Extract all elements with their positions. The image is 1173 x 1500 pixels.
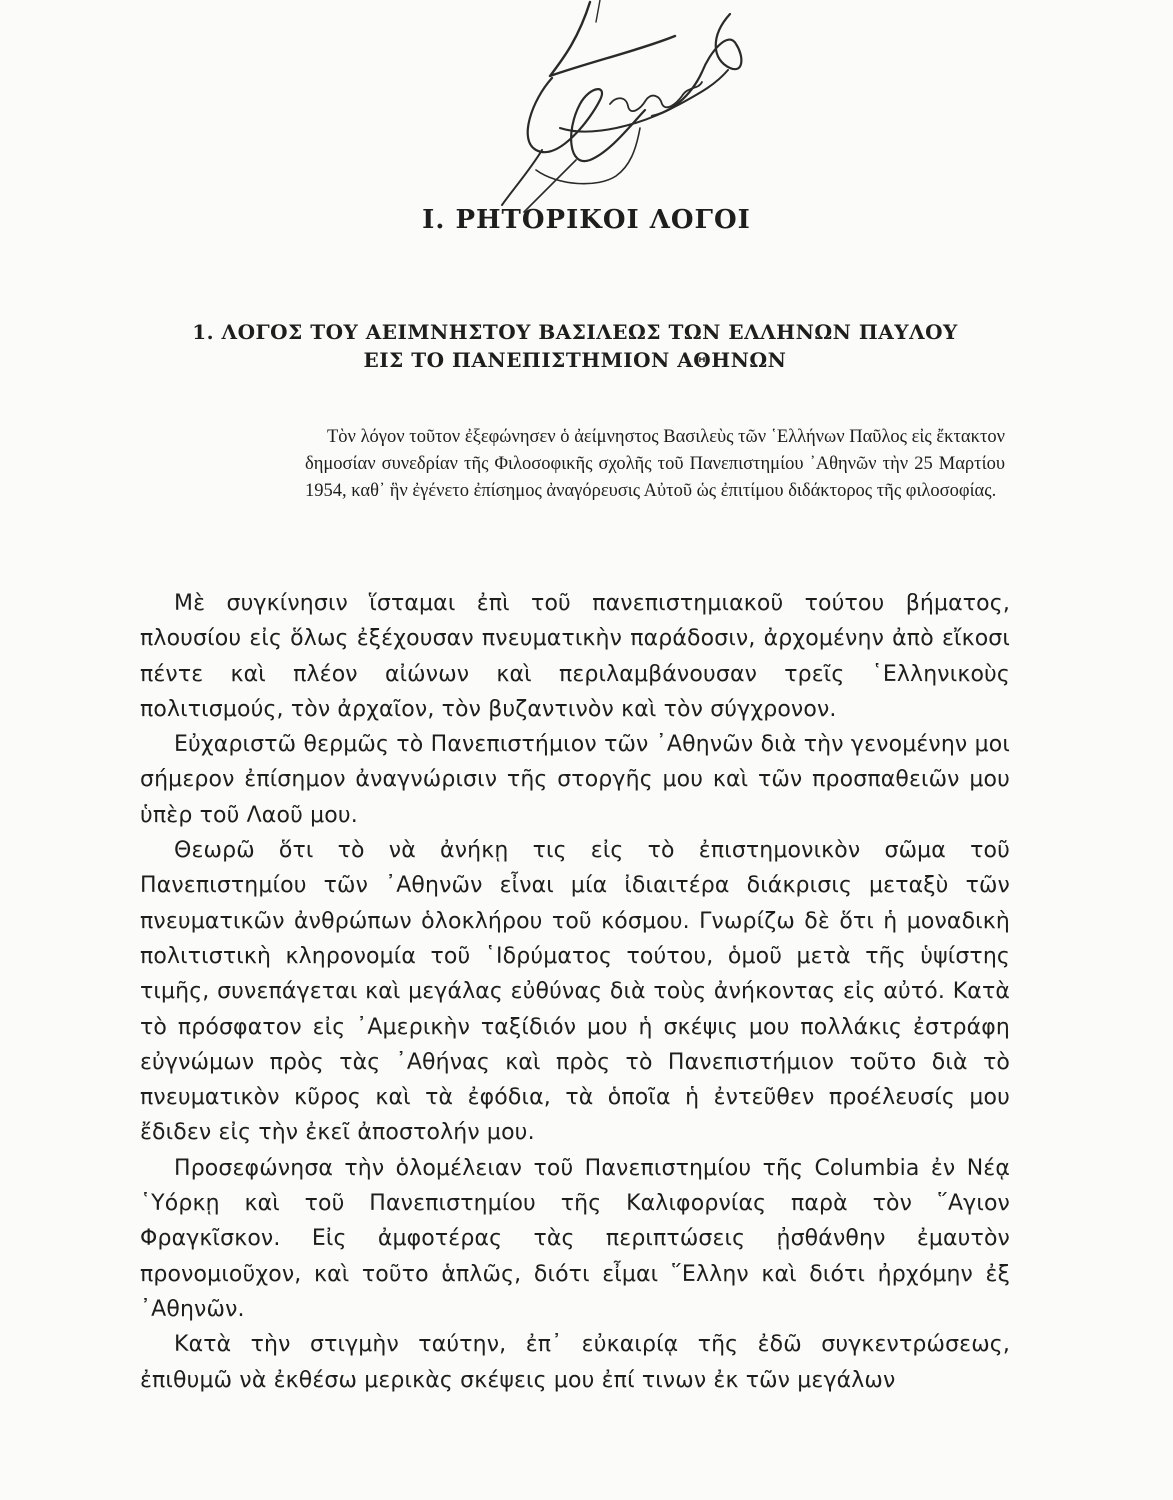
body-paragraph: Θεωρῶ ὅτι τὸ νὰ ἀνήκῃ τις εἰς τὸ ἐπιστημονικὸν σῶμα τοῦ Πανεπιστημίου τῶν ᾿Αθηνῶν εἶναι μία ἰδιαιτέρα διάκρισις μεταξὺ τῶν πνευματικῶν ἀνθρώπων ὁλοκλήρου τοῦ κόσμου. Γνωρίζω δὲ ὅτι ἡ μοναδικὴ πολιτιστικὴ κληρονομία τοῦ ῾Ιδρύματος τούτου, ὁμοῦ μετὰ τῆς ὑψίστης τιμῆς, συνεπάγεται καὶ μεγάλας εὐθύνας διὰ τοὺς ἀνήκοντας εἰς αὐτό. Κατὰ τὸ πρόσφατον εἰς ᾿Αμερικὴν ταξίδιόν μου ἡ σκέψις μου πολλάκις ἐστράφη εὐγνώμων πρὸς τὰς ᾿Αθήνας καὶ πρὸς τὸ Πανεπιστήμιον τοῦτο διὰ τὸ πνευματικὸν κῦρος καὶ τὰ ἐφόδια, τὰ ὁποῖα ἡ ἐντεῦθεν προέλευσίς μου ἔδιδεν εἰς τὴν ἐκεῖ ἀποστολήν μου. xyxy=(140,838,1010,1146)
intro-note xyxy=(305,424,1005,505)
signature-icon xyxy=(440,0,780,225)
body-paragraph: Μὲ συγκίνησιν ἵσταμαι ἐπὶ τοῦ πανεπιστημιακοῦ τούτου βήματος, πλουσίου εἰς ὅλως ἐξέχουσαν πνευματικὴν παράδοσιν, ἀρχομένην ἀπὸ εἴκοσι πέντε καὶ πλέον αἰώνων καὶ περιλαμβάνουσαν τρεῖς ῾Ελληνικοὺς πολιτισμούς, τὸν ἀρχαῖον, τὸν βυζαντινὸν καὶ τὸν σύγχρονον. xyxy=(140,591,1010,722)
section-heading xyxy=(140,318,1010,374)
speech-body xyxy=(140,586,1010,1398)
intro-paragraph: Τὸν λόγον τοῦτον ἐξεφώνησεν ὁ ἀείμνηστος Βασιλεὺς τῶν ῾Ελλήνων Παῦλος εἰς ἔκτακτον δημοσίαν συνεδρίαν τῆς Φιλοσοφικῆς σχολῆς τοῦ Πανεπιστημίου ᾿Αθηνῶν τὴν 25 Μαρτίου 1954, καθ᾿ ἣν ἐγένετο ἐπίσημος ἀναγόρευσις Αὐτοῦ ὡς ἐπιτίμου διδάκτορος τῆς φιλοσοφίας. xyxy=(305,427,1005,501)
section-heading-line-1: 1. ΛΟΓΟΣ ΤΟΥ ΑΕΙΜΝΗΣΤΟΥ ΒΑΣΙΛΕΩΣ ΤΩΝ ΕΛΛΗΝΩΝ ΠΑΥΛΟΥ xyxy=(192,320,958,344)
chapter-title: I. ΡΗΤΟΡΙΚΟΙ ΛΟΓΟΙ xyxy=(422,205,751,235)
body-paragraph: Εὐχαριστῶ θερμῶς τὸ Πανεπιστήμιον τῶν ᾿Αθηνῶν διὰ τὴν γενομένην μοι σήμερον ἐπίσημον ἀναγνώρισιν τῆς στοργῆς μου καὶ τῶν προσπαθειῶν μου ὑπὲρ τοῦ Λαοῦ μου. xyxy=(140,732,1010,828)
body-paragraph: Κατὰ τὴν στιγμὴν ταύτην, ἐπ᾿ εὐκαιρίᾳ τῆς ἐδῶ συγκεντρώσεως, ἐπιθυμῶ νὰ ἐκθέσω μερικὰς σκέψεις μου ἐπί τινων ἐκ τῶν μεγάλων xyxy=(140,1332,1010,1393)
section-heading-line-2: ΕΙΣ ΤΟ ΠΑΝΕΠΙΣΤΗΜΙΟΝ ΑΘΗΝΩΝ xyxy=(363,348,787,372)
body-paragraph: Προσεφώνησα τὴν ὁλομέλειαν τοῦ Πανεπιστημίου τῆς Columbia ἐν Νέᾳ ῾Υόρκῃ καὶ τοῦ Πανεπιστημίου τῆς Καλιφορνίας παρὰ τὸν ῞Αγιον Φραγκῖσκον. Εἰς ἀμφοτέρας τὰς περιπτώσεις ᾐσθάνθην ἐμαυτὸν προνομιοῦχον, καὶ τοῦτο ἁπλῶς, διότι εἶμαι ῞Ελλην καὶ διότι ἠρχόμην ἐξ ᾿Αθηνῶν. xyxy=(140,1155,1010,1322)
